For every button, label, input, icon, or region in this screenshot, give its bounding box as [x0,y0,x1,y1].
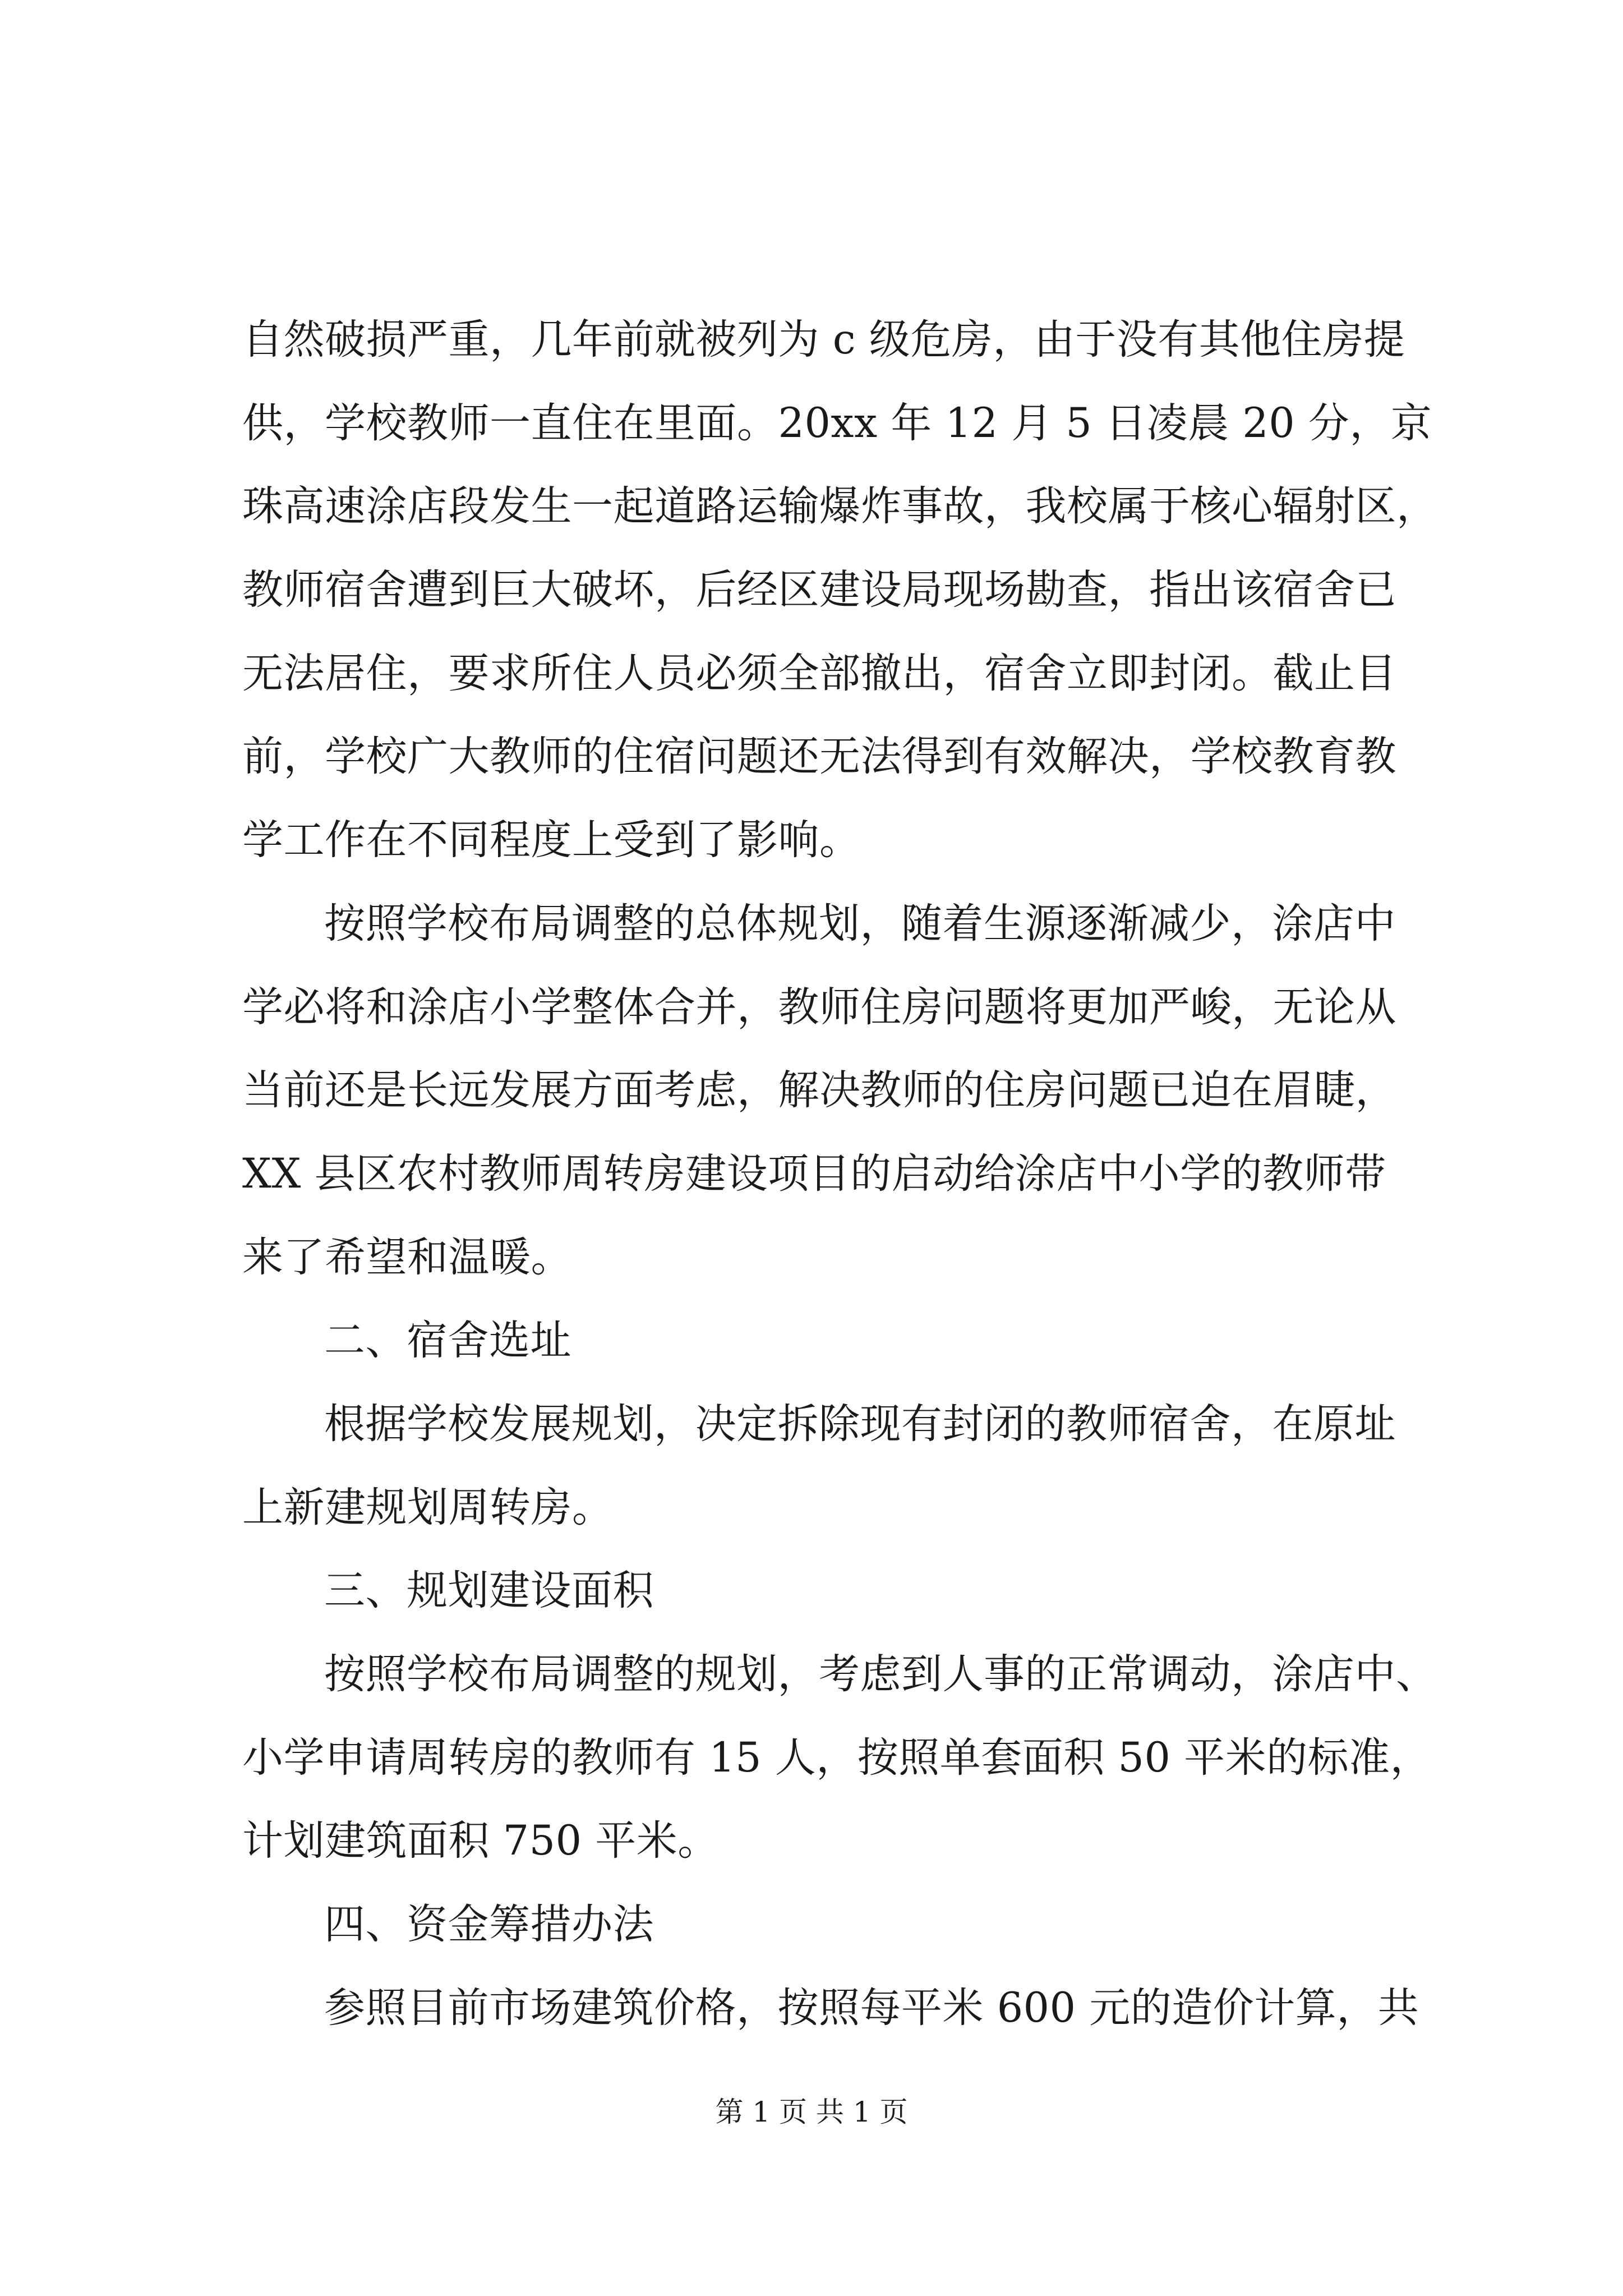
text-line: 学工作在不同程度上受到了影响。 [242,816,861,864]
text-line: 前，学校广大教师的住宿问题还无法得到有效解决，学校教育教 [242,733,1396,781]
paragraph-first-line: 参照目前市场建筑价格，按照每平米 600 元的造价计算，共 [324,1984,1419,2032]
section-heading-planned-area: 三、规划建设面积 [324,1567,654,1615]
page-number-footer: 第 1 页 共 1 页 [715,2096,908,2128]
text-line: 当前还是长远发展方面考虑，解决教师的住房问题已迫在眉睫， [242,1066,1396,1115]
document-body [242,298,1504,2050]
paragraph-first-line: 按照学校布局调整的总体规划，随着生源逐渐减少，涂店中 [324,899,1396,947]
text-line: 自然破损严重，几年前就被列为 c 级危房，由于没有其他住房提 [242,316,1405,364]
text-line: XX 县区农村教师周转房建设项目的启动给涂店中小学的教师带 [242,1149,1386,1198]
text-line: 计划建筑面积 750 平米。 [242,1817,719,1865]
text-line: 供，学校教师一直住在里面。20xx 年 12 月 5 日凌晨 20 分，京 [242,399,1432,447]
section-heading-site-selection: 二、宿舍选址 [324,1317,571,1365]
text-line: 来了希望和温暖。 [242,1233,572,1281]
text-line: 教师宿舍遭到巨大破坏，后经区建设局现场勘查，指出该宿舍已 [242,566,1396,614]
section-heading-funding: 四、资金筹措办法 [324,1901,654,1949]
text-line: 学必将和涂店小学整体合并，教师住房问题将更加严峻，无论从 [242,983,1396,1031]
paragraph-first-line: 根据学校发展规划，决定拆除现有封闭的教师宿舍，在原址 [324,1400,1396,1448]
text-line: 小学申请周转房的教师有 15 人，按照单套面积 50 平米的标准， [242,1733,1432,1782]
text-line: 上新建规划周转房。 [242,1483,614,1531]
text-line: 无法居住，要求所住人员必须全部撤出，宿舍立即封闭。截止目 [242,649,1396,697]
text-line: 珠高速涂店段发生一起道路运输爆炸事故，我校属于核心辐射区， [242,482,1438,531]
paragraph-first-line: 按照学校布局调整的规划，考虑到人事的正常调动，涂店中、 [324,1650,1437,1698]
